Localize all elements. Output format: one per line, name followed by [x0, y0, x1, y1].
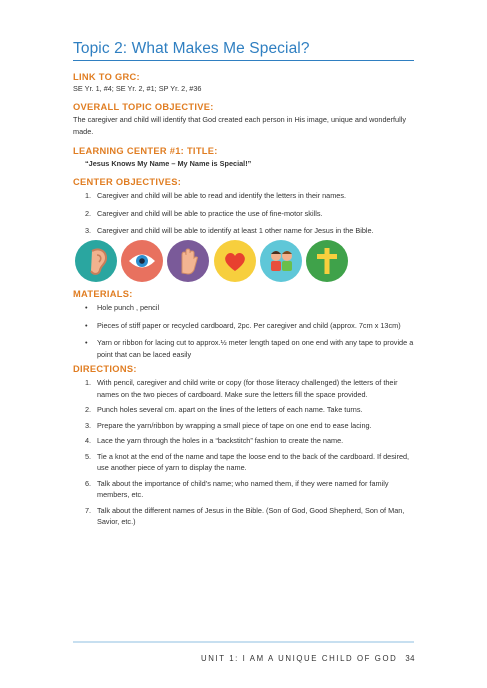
page-number: 34	[405, 654, 415, 663]
list-item: 7. Talk about the different names of Jesus in the Bible. (Son of God, Good Shepherd, Son of Man, Savior, etc.)	[85, 505, 405, 526]
cross-icon	[306, 240, 348, 282]
list-item: 6. Talk about the importance of child’s name; who named them, if they were named for family members, etc.	[85, 478, 389, 499]
list-item: 4. Lace the yarn through the holes in a “backstitch” fashion to create the name.	[85, 436, 344, 445]
icon-row	[75, 240, 420, 285]
center-objectives-list	[85, 190, 420, 241]
list-item: 2. Caregiver and child will be able to practice the use of fine-motor skills.	[85, 208, 323, 218]
center-objectives-heading: CENTER OBJECTIVES:	[73, 177, 182, 187]
footer-divider	[73, 641, 414, 643]
overall-objective-heading: OVERALL TOPIC OBJECTIVE:	[73, 102, 214, 112]
directions-heading: DIRECTIONS:	[73, 364, 137, 374]
children-icon	[260, 240, 302, 282]
overall-objective-text: The caregiver and child will identify that God created each person in His image, unique and wonderfully made.	[73, 115, 407, 136]
materials-list	[85, 302, 420, 364]
list-item: 3. Prepare the yarn/ribbon by wrapping a small piece of tape on one end to ease lacing.	[85, 420, 372, 430]
eye-icon	[121, 240, 163, 282]
list-item: 2. Punch holes several cm. apart on the lines of the letters of each name. Take turns.	[85, 405, 363, 414]
learning-center-title: “Jesus Knows My Name – My Name is Special!”	[85, 159, 252, 168]
list-item: 1. Caregiver and child will be able to read and identify the letters in their names.	[85, 191, 347, 200]
list-item: • Yarn or ribbon for lacing cut to approx.½ meter length taped on one end with any tape to provide a point that can be laced easily	[85, 338, 414, 359]
footer-unit-title: UNIT 1: I AM A UNIQUE CHILD OF GOD	[201, 654, 398, 663]
title-divider	[73, 60, 414, 61]
link-grc-heading: LINK TO GRC:	[73, 72, 140, 82]
list-item: • Pieces of stiff paper or recycled cardboard, 2pc. Per caregiver and child (approx. 7cm x 13cm)	[85, 320, 401, 330]
list-item: • Hole punch , pencil	[85, 303, 160, 312]
directions-list	[85, 377, 420, 532]
materials-heading: MATERIALS:	[73, 289, 133, 299]
hand-icon	[167, 240, 209, 282]
topic-title: Topic 2: What Makes Me Special?	[73, 40, 310, 57]
list-item: 1. With pencil, caregiver and child write or copy (for those literacy challenged) the letters of their names on the two pieces of cardboard. Make sure the letters fill the space provided.	[85, 378, 398, 399]
list-item: 3. Caregiver and child will be able to identify at least 1 other name for Jesus in the Bible.	[85, 226, 374, 235]
heart-icon	[214, 240, 256, 282]
list-item: 5. Tie a knot at the end of the name and tape the loose end to the back of the cardboard. If desired, use another piece of yarn to display the name.	[85, 451, 410, 472]
ear-icon	[75, 240, 117, 282]
link-grc-text: SE Yr. 1, #4; SE Yr. 2, #1; SP Yr. 2, #36	[73, 84, 202, 93]
learning-center-heading: LEARNING CENTER #1: TITLE:	[73, 146, 218, 156]
page-footer	[201, 654, 415, 663]
